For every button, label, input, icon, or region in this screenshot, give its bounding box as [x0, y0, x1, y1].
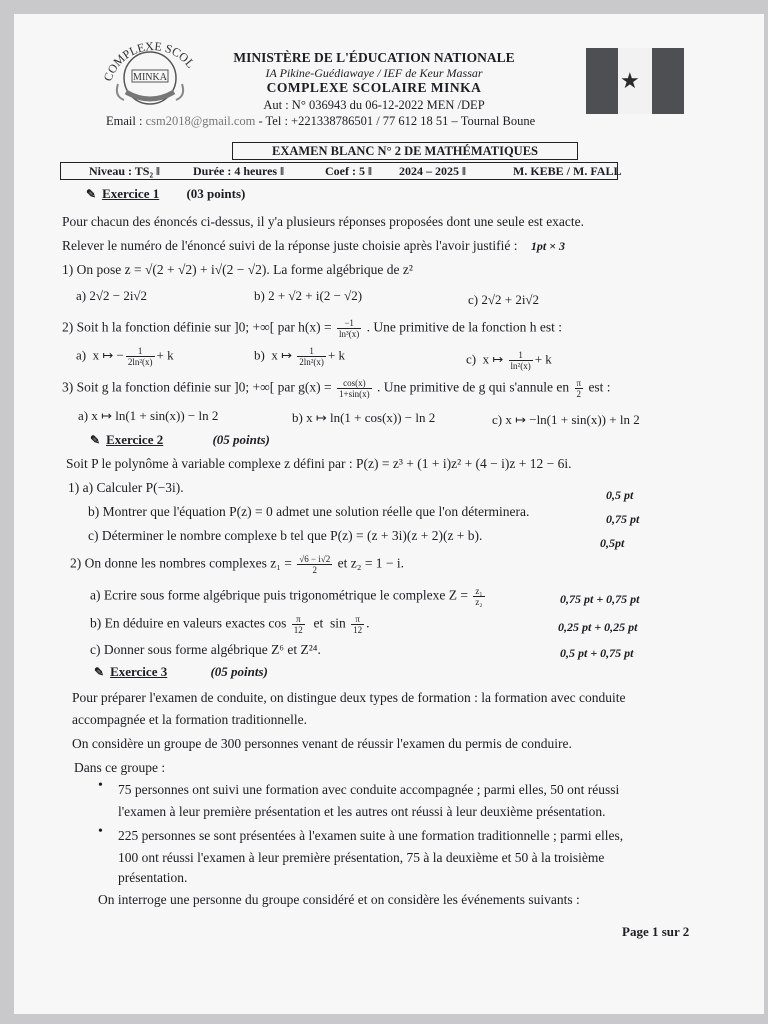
teachers: M. KEBE / M. FALL	[513, 164, 622, 178]
ex2-q1a-points: 0,5 pt	[606, 488, 634, 502]
ex3-group-label: Dans ce groupe :	[74, 760, 166, 775]
ex2-q2c-points: 0,5 pt + 0,75 pt	[560, 646, 634, 660]
ex1-q2-c: c) x ↦ $\frac{1}{\text{ln²(x)}}$ + k	[466, 350, 552, 371]
exam-info-bar	[60, 162, 622, 180]
ex3-p2: On considère un groupe de 300 personnes venant de réussir l'examen du permis de conduire.	[72, 736, 572, 751]
pen-icon: ✎	[90, 433, 101, 447]
authorization-line: Aut : N° 036943 du 06-12-2022 MEN /DEP	[263, 98, 485, 112]
ex1-q3-c: c) x ↦ −ln(1 + sin(x)) + ln 2	[492, 412, 640, 427]
star-icon: ★	[620, 68, 640, 93]
ex2-q2: 2) On donne les nombres complexes z₁ = $\frac{√6 - i√2}{2}$ et z₂ = 1 − i.	[70, 554, 405, 575]
contact-line	[106, 114, 535, 129]
ex2-q2a: a) Ecrire sous forme algébrique puis trigonométrique le complexe Z = $\frac{\text{z₁}}{\text{z₂}}$	[90, 586, 483, 607]
ex1-q3-a: a) x ↦ ln(1 + sin(x)) − ln 2	[78, 408, 219, 423]
ex1-q3: 3) Soit g la fonction définie sur ]0; +∞[ par g(x) = $\frac{\cos(x)}{1+\sin(x)}$ . Une primitive de g qui s'annule en $\frac{\pi}{2}$ est :	[62, 378, 611, 399]
school-name: COMPLEXE SCOLAIRE MINKA	[266, 80, 482, 95]
level: Niveau : TS₂ ‖	[89, 164, 160, 178]
bullet-icon: •	[98, 778, 103, 793]
email-value: csm2018@gmail.com	[145, 114, 256, 128]
ex1-q2-a: a) x ↦ − $\frac{1}{\text{2ln²(x)}}$ + k	[76, 346, 174, 367]
school-year: 2024 – 2025 ‖	[399, 164, 466, 178]
ex1-q2-b: b) x ↦ $\frac{1}{\text{2ln²(x)}}$ + k	[254, 346, 346, 367]
ex3-bullet2-line2: 100 ont réussi l'examen à leur première présentation, 75 à la deuxième et 50 à la troisième	[118, 850, 605, 865]
ex1-q1-a: a) 2√2 − 2i√2	[76, 288, 148, 303]
ex1-q3-b: b) x ↦ ln(1 + cos(x)) − ln 2	[292, 410, 436, 425]
ex2-q2c: c) Donner sous forme algébrique Z⁶ et Z²⁴.	[90, 642, 321, 657]
ex3-bullet1-line1: 75 personnes ont suivi une formation avec conduite accompagnée ; parmi elles, 50 ont réussi	[118, 782, 620, 797]
pen-icon: ✎	[86, 187, 97, 201]
ex1-intro-1: Pour chacun des énoncés ci-dessus, il y'a plusieurs réponses proposées dont une seule est exacte.	[62, 214, 585, 229]
ministry-title: MINISTÈRE DE L'ÉDUCATION NATIONALE	[233, 50, 515, 65]
ex1-q1-b: b) 2 + √2 + i(2 − √2)	[254, 288, 363, 303]
ex3-interrogation: On interroge une personne du groupe considéré et on considère les événements suivants :	[98, 892, 580, 907]
ex2-q1b-points: 0,75 pt	[606, 512, 640, 526]
ex2-q2a-points: 0,75 pt + 0,75 pt	[560, 592, 640, 606]
email-label: Email :	[106, 114, 143, 128]
exercise-1-title: ✎ Exercice 1 (03 points)	[86, 186, 246, 201]
exam-title: EXAMEN BLANC N° 2 DE MATHÉMATIQUES	[232, 142, 578, 160]
ex2-q1c-points: 0,5pt	[600, 536, 625, 550]
ex2-intro: Soit P le polynôme à variable complexe z défini par : P(z) = z³ + (1 + i)z² + (4 − i)z + 12 − 6i.	[66, 456, 572, 471]
tel-info: - Tel : +221338786501 / 77 612 18 51 – Tournal Boune	[258, 114, 536, 128]
ex3-p1-line1: Pour préparer l'examen de conduite, on distingue deux types de formation : la formation avec conduite	[72, 690, 626, 705]
ex3-bullet2-line1: 225 personnes se sont présentées à l'examen suite à une formation traditionnelle ; parmi elles,	[118, 828, 624, 843]
ex2-q1a: 1) a) Calculer P(−3i).	[68, 480, 184, 495]
ex1-intro-2: Relever le numéro de l'énoncé suivi de la réponse juste choisie après l'avoir justifié : 1pt × 3	[62, 238, 566, 253]
ex2-q1b: b) Montrer que l'équation P(z) = 0 admet une solution réelle que l'on déterminera.	[88, 504, 530, 519]
page-number: Page 1 sur 2	[622, 924, 690, 939]
duration: Durée : 4 heures ‖	[193, 164, 284, 178]
inspection-line: IA Pikine-Guédiawaye / IEF de Keur Massar	[265, 66, 483, 80]
ex3-bullet1-line2: l'examen à leur première présentation et les autres ont réussi à leur deuxième présentation.	[118, 804, 606, 819]
ex3-bullet2-line3: présentation.	[118, 870, 188, 885]
exercise-3-title: ✎ Exercice 3 (05 points)	[94, 664, 268, 679]
ex3-p1-line2: accompagnée et la formation traditionnelle.	[72, 712, 308, 727]
svg-text:MINKA: MINKA	[133, 72, 167, 83]
ex2-q1c: c) Déterminer le nombre complexe b tel que P(z) = (z + 3i)(z + 2)(z + b).	[88, 528, 483, 543]
coefficient: Coef : 5 ‖	[325, 164, 372, 178]
pen-icon: ✎	[94, 665, 105, 679]
exam-sheet	[14, 14, 764, 1014]
exercise-2-title: ✎ Exercice 2 (05 points)	[90, 432, 270, 447]
ex1-q2: 2) Soit h la fonction définie sur ]0; +∞[ par h(x) = $\frac{-1}{\text{ln³(x)}}$ . Une primitive de la fonction h est :	[62, 318, 562, 339]
ex2-q2b: b) En déduire en valeurs exactes cos $\frac{\pi}{12}$ et sin $\frac{\pi}{12}$ .	[90, 614, 370, 635]
bullet-icon: •	[98, 824, 103, 839]
ex2-q2b-points: 0,25 pt + 0,25 pt	[558, 620, 638, 634]
svg-text:COMPLEXE SCOLAIRE: COMPLEXE SCOL	[100, 39, 198, 84]
ex1-q1-c: c) 2√2 + 2i√2	[468, 292, 540, 307]
ex1-q1: 1) On pose z = √(2 + √2) + i√(2 − √2). La forme algébrique de z²	[62, 262, 413, 277]
